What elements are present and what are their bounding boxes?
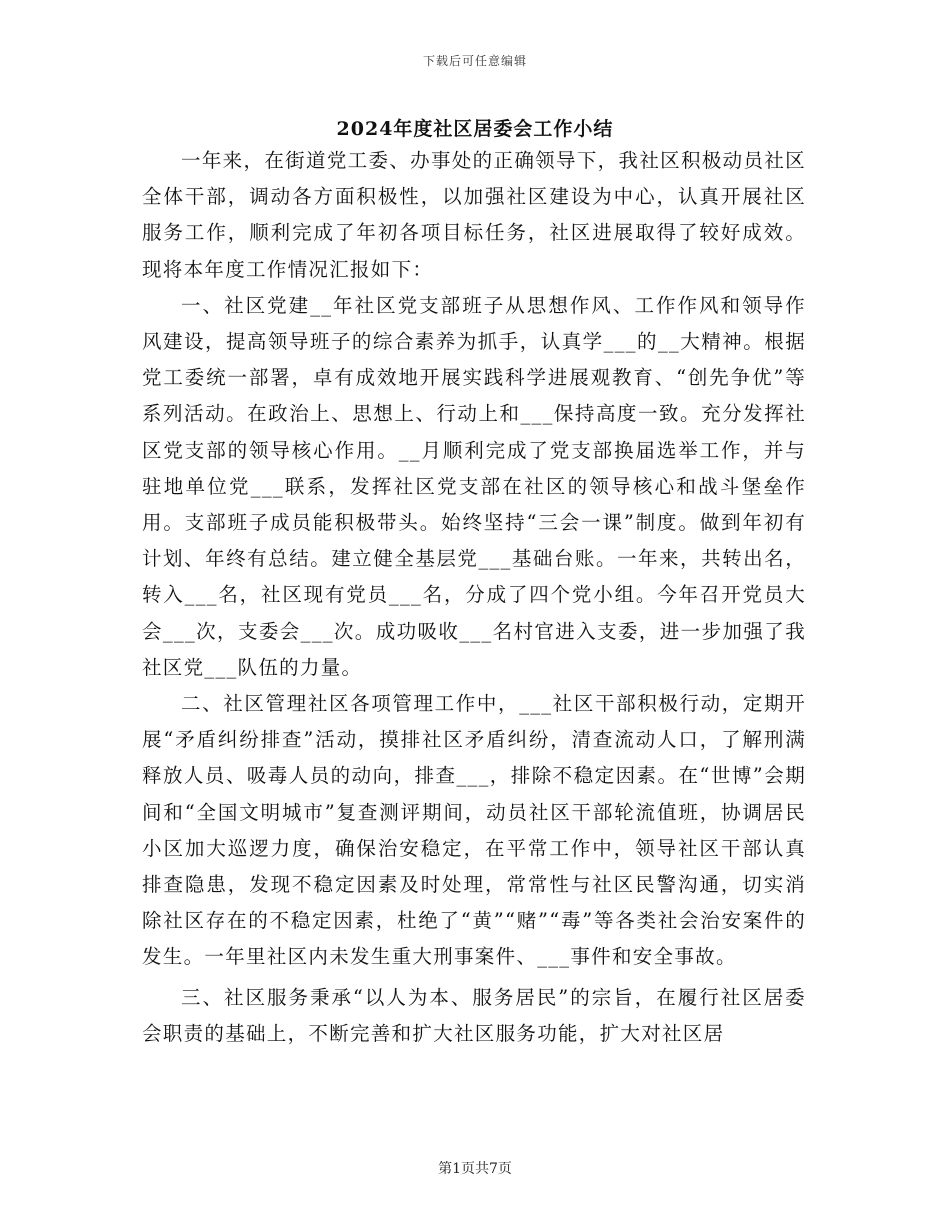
page-number: 第1页共7页 xyxy=(438,1161,512,1177)
paragraph-community-management: 二、社区管理社区各项管理工作中，___社区干部积极行动，定期开展“矛盾纠纷排查”活动，摸排社区矛盾纠纷，清查流动人口，了解刑满释放人员、吸毒人员的动向，排查___，排除不稳定因素。在“世博”会期间和“全国文明城市”复查测评期间，动员社区干部轮流值班，协调居民小区加大巡逻力度，确保治安稳定，在平常工作中，领导社区干部认真排查隐患，发现不稳定因素及时处理，常常性与社区民警沟通，切实消除社区存在的不稳定因素，杜绝了“黄”“赌”“毒”等各类社会治安案件的发生。一年里社区内未发生重大刑事案件、___事件和安全事故。 xyxy=(142,692,806,969)
document-title: 2024年度社区居委会工作小结 xyxy=(336,118,614,140)
paragraph-community-service: 三、社区服务秉承“以人为本、服务居民”的宗旨，在履行社区居委会职责的基础上，不断完善和扩大社区服务功能，扩大对社区居 xyxy=(142,985,806,1045)
download-note: 下载后可任意编辑 xyxy=(422,54,527,68)
paragraph-intro: 一年来，在街道党工委、办事处的正确领导下，我社区积极动员社区全体干部，调动各方面积极性，以加强社区建设为中心，认真开展社区服务工作，顺利完成了年初各项目标任务，社区进展取得了较好成效。现将本年度工作情况汇报如下： xyxy=(142,149,806,281)
paragraph-party-building: 一、社区党建__年社区党支部班子从思想作风、工作作风和领导作风建设，提高领导班子的综合素养为抓手，认真学___的__大精神。根据党工委统一部署，卓有成效地开展实践科学进展观教育、“创先争优”等系列活动。在政治上、思想上、行动上和___保持高度一致。充分发挥社区党支部的领导核心作用。__月顺利完成了党支部换届选举工作，并与驻地单位党___联系，发挥社区党支部在社区的领导核心和战斗堡垒作用。支部班子成员能积极带头。始终坚持“三会一课”制度。做到年初有计划、年终有总结。建立健全基层党___基础台账。一年来，共转出名，转入___名，社区现有党员___名，分成了四个党小组。今年召开党员大会___次，支委会___次。成功吸收___名村官进入支委，进一步加强了我社区党___队伍的力量。 xyxy=(142,293,806,679)
document-body xyxy=(142,143,806,1052)
